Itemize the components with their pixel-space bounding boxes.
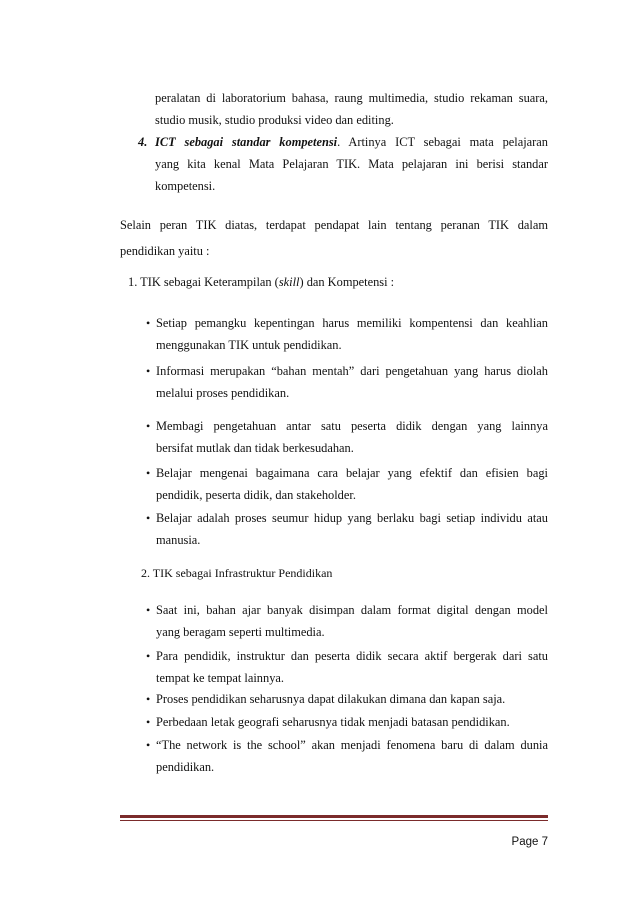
bullet-dot: • bbox=[146, 603, 151, 617]
list-item-line: Informasi merupakan “bahan mentah” dari pengetahuan yang harus diolah bbox=[156, 364, 548, 378]
bullet-dot: • bbox=[146, 419, 151, 433]
item4-line-1 bbox=[155, 131, 548, 153]
bullet-dot: • bbox=[146, 715, 151, 729]
item4-line1-rest: . Artinya ICT sebagai mata pelajaran bbox=[337, 135, 548, 149]
bullet-dot: • bbox=[146, 649, 151, 663]
page-number: Page 7 bbox=[511, 836, 548, 848]
list-item-line: melalui proses pendidikan. bbox=[156, 386, 290, 400]
list-item-line: “The network is the school” akan menjadi fenomena baru di dalam dunia bbox=[156, 738, 548, 752]
list-item-line: Membagi pengetahuan antar satu peserta didik dengan yang lainnya bbox=[156, 419, 548, 433]
item3-continuation bbox=[155, 87, 548, 131]
bullet-dot: • bbox=[146, 511, 151, 525]
list-item-line: Proses pendidikan seharusnya dapat dilakukan dimana dan kapan saja. bbox=[156, 692, 506, 706]
intro-line-2: pendidikan yaitu : bbox=[120, 244, 210, 258]
list-item-line: tempat ke tempat lainnya. bbox=[156, 671, 284, 685]
list-item-line: Para pendidik, instruktur dan peserta didik secara aktif bergerak dari satu bbox=[156, 649, 548, 663]
item4-number: 4. bbox=[138, 135, 148, 149]
section1-heading bbox=[128, 271, 394, 293]
list-item-line: yang beragam seperti multimedia. bbox=[156, 625, 325, 639]
section1-heading-pre: 1. TIK sebagai Keterampilan ( bbox=[128, 275, 279, 289]
bullet-dot: • bbox=[146, 692, 151, 706]
item4-line-3: kompetensi. bbox=[155, 179, 216, 193]
item3-line-1: peralatan di laboratorium bahasa, raung multimedia, studio rekaman suara, bbox=[155, 91, 548, 105]
section2-heading: 2. TIK sebagai Infrastruktur Pendidikan bbox=[141, 566, 333, 580]
footer-rule-thick bbox=[120, 815, 548, 818]
section2-bullet-list bbox=[146, 599, 548, 779]
list-item-line: Belajar adalah proses seumur hidup yang berlaku bagi setiap individu atau bbox=[156, 511, 548, 525]
section1-heading-post: ) dan Kompetensi : bbox=[299, 275, 395, 289]
list-item-line: Belajar mengenai bagaimana cara belajar yang efektif dan efisien bagi bbox=[156, 466, 548, 480]
footer-rule-thin bbox=[120, 820, 548, 821]
section1-bullet-list bbox=[146, 312, 548, 552]
list-item-line: pendidikan. bbox=[156, 760, 215, 774]
list-item-line: pendidik, peserta didik, dan stakeholder. bbox=[156, 488, 356, 502]
bullet-dot: • bbox=[146, 364, 151, 378]
intro-line-1: Selain peran TIK diatas, terdapat pendapat lain tentang peranan TIK dalam bbox=[120, 218, 548, 232]
bullet-dot: • bbox=[146, 316, 151, 330]
section1-heading-italic: skill bbox=[278, 275, 300, 289]
list-item-line: manusia. bbox=[156, 533, 201, 547]
list-item-line: Perbedaan letak geografi seharusnya tidak menjadi batasan pendidikan. bbox=[156, 715, 510, 729]
item4-line-2: yang kita kenal Mata Pelajaran TIK. Mata pelajaran ini berisi standar bbox=[155, 157, 548, 171]
item3-line-2: studio musik, studio produksi video dan editing. bbox=[155, 113, 394, 127]
list-item-line: Saat ini, bahan ajar banyak disimpan dalam format digital dengan model bbox=[156, 603, 548, 617]
bullet-dot: • bbox=[146, 466, 151, 480]
list-item-line: menggunakan TIK untuk pendidikan. bbox=[156, 338, 342, 352]
list-item-line: bersifat mutlak dan tidak berkesudahan. bbox=[156, 441, 354, 455]
bullet-dot: • bbox=[146, 738, 151, 752]
intro-paragraph bbox=[120, 214, 548, 262]
list-item-line: Setiap pemangku kepentingan harus memiliki kompentensi dan keahlian bbox=[156, 316, 548, 330]
item4-title: ICT sebagai standar kompetensi bbox=[155, 135, 338, 149]
